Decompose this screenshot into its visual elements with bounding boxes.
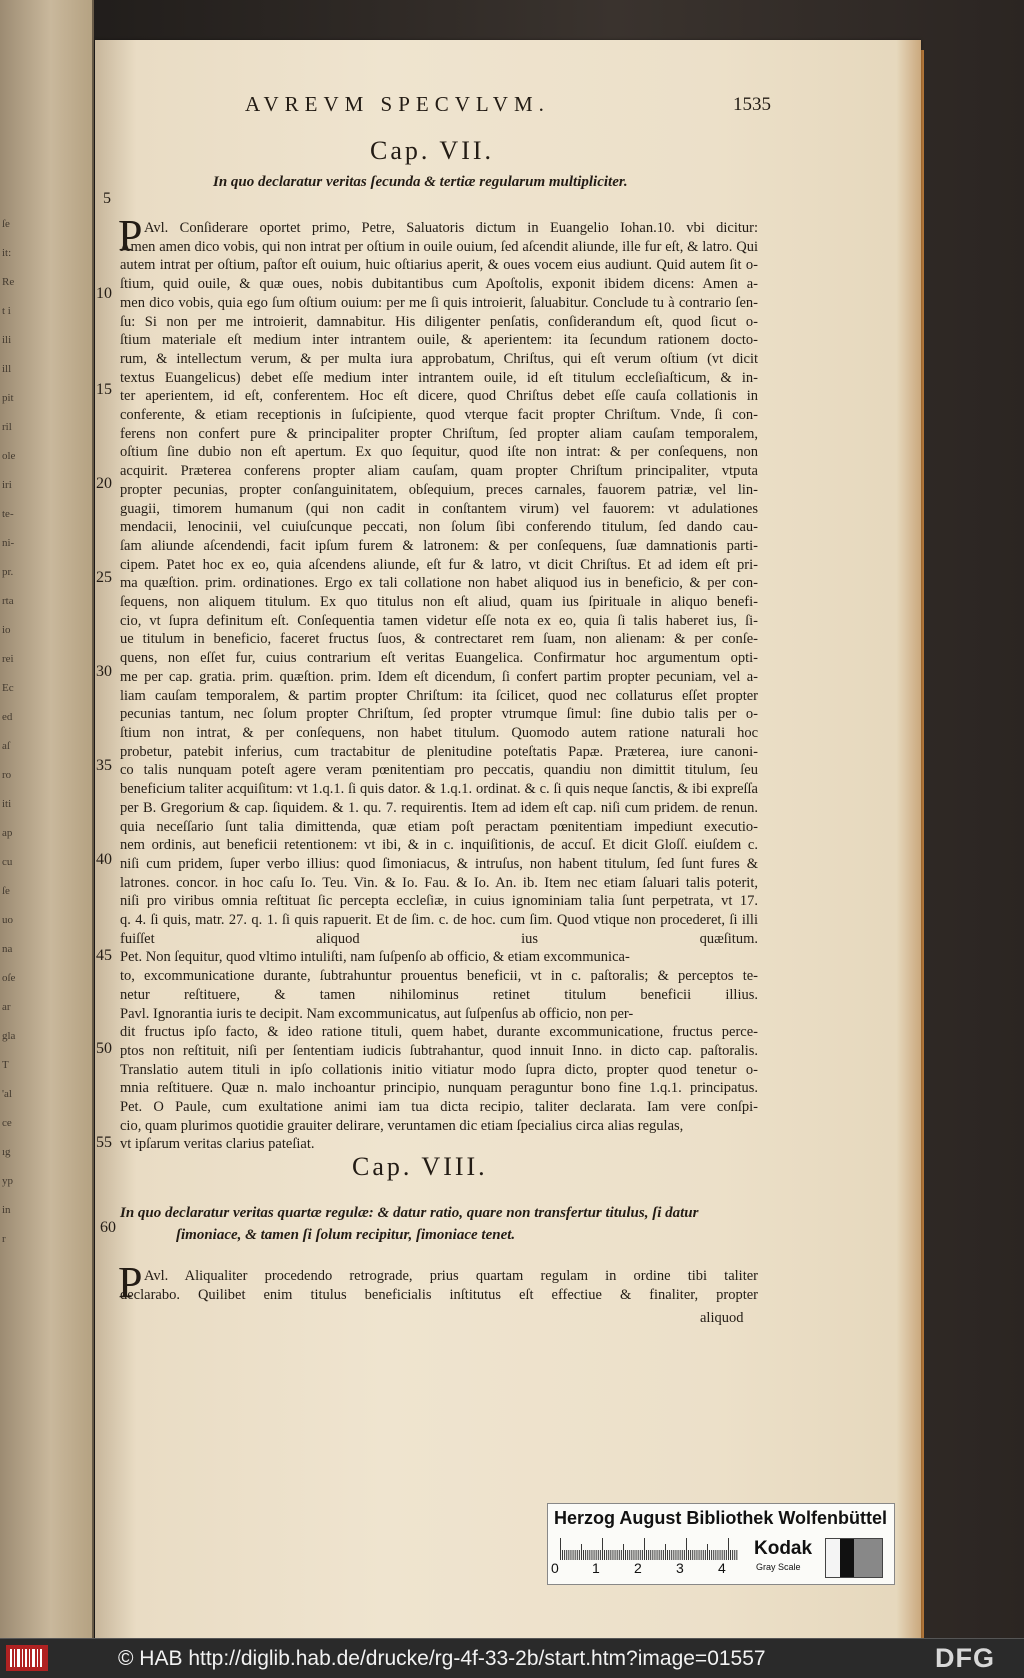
chapter-8-body	[120, 1267, 758, 1304]
previous-page-fragment: rei	[2, 653, 14, 665]
previous-page-edge	[0, 0, 94, 1638]
previous-page-fragment: it:	[2, 247, 12, 259]
library-name: Herzog August Bibliothek Wolfenbüttel	[554, 1508, 887, 1528]
text-line: beneficium taliter acquiſitum: vt 1.q.1. ſi quis dator. & 1.q.1. ordinat. & c. ſi quis neque ſanctis, & ibi expreſſa	[120, 781, 758, 798]
text-line: niſi cum pridem, ſuper verbo illius: quod ſimoniacus, & intruſus, non habent titulum, ſed ſunt fures &	[120, 855, 758, 872]
line-number: 20	[96, 475, 112, 492]
previous-page-fragment: io	[2, 624, 11, 636]
previous-page-fragment: rta	[2, 595, 14, 607]
text-line: guagii, timorem humanum (qui non cadit in conſtantem virum) vel fauorem: vt adulationes	[120, 500, 758, 517]
text-line: probetur, patebit inferius, cum tractabitur de plenitudine poteſtatis Papæ. Præterea, iure canoni-	[120, 743, 758, 760]
previous-page-fragment: oſe	[2, 972, 16, 984]
line-number: 55	[96, 1134, 112, 1151]
previous-page-fragment: iri	[2, 479, 12, 491]
kodak-logo: Kodak	[754, 1538, 813, 1559]
chapter-8-subtitle-line-1: In quo declaratur veritas quartæ regulæ: & datur ratio, quare non transfertur titulus, ſi datur	[120, 1205, 699, 1221]
previous-page-fragment: T	[2, 1059, 9, 1071]
text-line: ſequens, non aliquem titulum. Ex quo titulus non eſt aliud, quam ius ſpirituale in aliquo benefi-	[120, 594, 758, 611]
previous-page-fragment: aſ	[2, 740, 10, 752]
gray-scale-label: Gray Scale	[756, 1562, 801, 1572]
drop-cap: P	[118, 1258, 143, 1307]
text-line: ſtium non intrat, & per conſequens, non habet titulum. Quomodo autem ratione naturali hoc	[120, 724, 758, 741]
text-line: Pavl. Ignorantia iuris te decipit. Nam excommunicatus, aut ſuſpenſus ab officio, non per-	[120, 1005, 634, 1022]
previous-page-fragment: pr.	[2, 566, 14, 578]
text-line: Avl. Aliqualiter procedendo retrograde, prius quartam regulam in ordine tibi taliter	[144, 1268, 758, 1284]
text-line: to, excommunicatione durante, ſubtrahuntur prouentus beneficii, vt in c. paſtoralis; & perceptos te-	[120, 968, 758, 985]
line-number: 5	[103, 190, 111, 207]
text-line: declarabo. Quilibet enim titulus beneficialis inſtitutus eſt effectiue & finaliter, propter	[120, 1286, 758, 1303]
scale-number: 4	[718, 1560, 726, 1576]
previous-page-fragment: uo	[2, 914, 13, 926]
text-line: mnia reſtituere. Quæ n. malo inchoantur principio, nunquam peraguntur bono fine 1.q.1. principatus.	[120, 1080, 758, 1097]
text-line: Avl. Conſiderare oportet primo, Petre, Saluatoris dictum in Euangelio Iohan.10. vbi dicitur:	[144, 220, 758, 236]
text-line: ſu: Si non per me introierit, damnabitur. His diligenter penſatis, conſiderandum eſt, quod ſicut o-	[120, 313, 758, 330]
dfg-logo: DFG	[935, 1643, 995, 1673]
previous-page-fragment: iti	[2, 798, 12, 810]
text-line: cio, quam plurimos quotidie grauiter delirare, veruntamen dic etiam ſpecialius circa alias regulas,	[120, 1117, 684, 1134]
scale-number: 0	[551, 1560, 559, 1576]
text-line: cipem. Patet hoc ex eo, quia aſcendens aliunde, eſt fur & latro, vt dicit Chriſtus. Et ad idem eſt pri-	[120, 556, 758, 573]
scale-number: 2	[634, 1560, 642, 1576]
text-line: fuiſſet aliquod ius quæſitum.	[120, 930, 758, 947]
text-line: quens, non eſſet fur, cuius contrarium eſt veritas Euangelica. Confirmatur hoc argumentum opti-	[120, 650, 758, 667]
text-line: Pet. O Paule, cum exultatione animi iam tua dicta recipio, taliter declarata. Iam vere conſpi-	[120, 1099, 758, 1116]
page-number: 1535	[733, 94, 771, 115]
text-line: oſtium ſine dubio non eſt apertum. Ex quo ſequitur, quod iſte non intrat: & per conſequens, non	[120, 444, 758, 461]
line-number: 50	[96, 1040, 112, 1057]
text-line: ſtium, quid ouile, & quæ oues, nobis dubitantibus cum Apoſtolis, exponit ibidem dicens: Amen a-	[120, 276, 758, 293]
previous-page-fragment: Re	[2, 276, 15, 288]
previous-page-fragment: te-	[2, 508, 14, 520]
text-line: conferente, & etiam receptionis in ſuſcipiente, quod vterque facit propter Chriſtum. Vnde, ſi con-	[120, 407, 758, 424]
barcode-icon	[6, 1645, 48, 1671]
previous-page-fragment: ſe	[2, 218, 10, 230]
previous-page-fragment: yp	[2, 1175, 13, 1187]
text-line: niſi pro viribus omnia reſtituat ſic percepta eccleſiæ, in cuius ignominiam talia ſunt perpetrata, vt 17.	[120, 893, 758, 910]
text-line: pecunias tantum, nec ſolum propter Chriſtum, ſed propter vtrumque ſimul: ſine dubio talis per o-	[120, 706, 758, 723]
text-line: Amen amen dico vobis, qui non intrat per oſtium in ouile ouium, ſed aſcendit aliunde, ille fur eſt, & latro. Qui	[120, 238, 758, 255]
previous-page-fragment: ill	[2, 363, 12, 375]
text-line: quia neceſſario ſunt talia dimittenda, quæ etiam poſt peractam pœnitentiam impediunt executio-	[120, 818, 758, 835]
ruler-scale	[556, 1538, 742, 1560]
text-line: ſtium materiale eſt medium inter intrantem ouile, & aperientem: ita ſecundum rationem docto-	[120, 332, 758, 349]
text-line: me per cap. gratia. prim. quæſtion. prim. Idem eſt dicendum, ſi confert partim propter pecuniam, vel a-	[120, 668, 758, 685]
text-line: textus Euangelicus) debet eſſe medium inter intrantem ouile, id eſt titulum eccleſiaſticum, & in-	[120, 369, 758, 386]
previous-page-fragment: na	[2, 943, 13, 955]
previous-page-fragment: in	[2, 1204, 11, 1216]
text-line: cio, vt ſupra definitum eſt. Conſequentia tamen videtur eſſe nota ex eo, quia ſi talis haberet ius, ſi-	[120, 612, 758, 629]
text-line: nem ordinis, aut beneficii retentionem: vt ibi, & in c. inquiſitionis, de accuſ. Et dicit Gloſſ. eiuſdem c.	[120, 837, 758, 854]
text-line: vt ipſarum veritas clarius pateſiat.	[120, 1136, 315, 1153]
text-line: co talis nunquam poteſt agere veram pœnitentiam pro peccatis, quandiu non dimittit titulum, ſeu	[120, 762, 758, 779]
text-line: netur reſtituere, & tamen nihilominus retinet titulum beneficii illius.	[120, 986, 758, 1003]
text-line: acquirit. Præterea conferens propter aliam cauſam, quam propter Chriſtum principaliter, vtputa	[120, 463, 758, 480]
text-line: dit fructus ipſo facto, & ideo ratione tituli, quem habet, durante excommunicatione, fructus perce-	[120, 1024, 758, 1041]
line-number: 25	[96, 569, 112, 586]
text-line: men dico vobis, quia ego ſum oſtium ouium: per me ſi quis introierit, ſaluabitur. Conclude tu à contrario ſen-	[120, 294, 758, 311]
previous-page-fragment: ril	[2, 421, 12, 433]
chapter-8-title: Cap. VIII.	[352, 1152, 488, 1181]
previous-page-fragment: pit	[2, 392, 14, 404]
line-number: 15	[96, 381, 112, 398]
previous-page-fragment: ap	[2, 827, 13, 839]
chapter-7-body	[120, 219, 758, 1154]
previous-page-fragment: ili	[2, 334, 12, 346]
previous-page-fragment: ole	[2, 450, 16, 462]
previous-page-fragment: cu	[2, 856, 13, 868]
chapter-8-subtitle-line-2: ſimoniace, & tamen ſi ſolum recipitur, ſimoniace tenet.	[176, 1227, 516, 1243]
scale-number: 1	[592, 1560, 600, 1576]
text-line: q. 4. ſi quis, matr. 27. q. 1. ſi quis rapuerit. Et de ſim. c. de hoc. cum ſim. Quod vtique non procederet, ſi illi	[120, 912, 758, 929]
running-head: AVREVM SPECVLVM.	[245, 92, 550, 116]
text-line: propter pecunias, propter conſanguinitatem, obſequium, preces carnales, fauorem patriæ, vel lin-	[120, 481, 758, 498]
catchword: aliquod	[700, 1310, 744, 1326]
color-calibration-card	[547, 1503, 895, 1585]
line-number: 45	[96, 947, 112, 964]
previous-page-fragment: r	[2, 1233, 6, 1245]
previous-page-fragment: gla	[2, 1030, 16, 1042]
text-line: liam cauſam temporalem, & partim propter Chriſtum: ita ſcilicet, quod nec collaturus eſſet propter	[120, 687, 758, 704]
text-line: ſam aliunde aſcendendi, facit ipſum furem & latronem: & per conſequens, ſuæ damnationis parti-	[120, 537, 758, 554]
line-number: 30	[96, 663, 112, 680]
line-number: 35	[96, 757, 112, 774]
chapter-7-title: Cap. VII.	[370, 136, 495, 165]
line-number: 60	[100, 1219, 116, 1236]
text-line: ptos non reſtituit, niſi per ſententiam iudicis ſubtrahantur, quod innuit Inno. in dicto cap. paſtoralis.	[120, 1042, 758, 1059]
text-line: ue titulum in beneficio, faceret fructus ſuos, & contrectaret rem ſuam, non alienam: & per conſe-	[120, 631, 758, 648]
drop-cap: P	[118, 211, 143, 260]
text-line: Translatio autem tituli in ipſo collationis initio vitiatur modo ſupra dicto, propter quod tenetur o-	[120, 1061, 758, 1078]
text-line: ma quæſtion. prim. ordinationes. Ergo ex tali collatione non habet aliquod ius in beneficio, & per con-	[120, 575, 758, 592]
text-line: rum, & intellectum verum, & per multa iura approbatum, Chriſtus, qui eſt verum oſtium (vt dicit	[120, 350, 758, 367]
text-line: mendacii, lenocinii, vel cuiuſcunque peccati, non ſolum ſibi conferendo titulum, ſed dando cau-	[120, 519, 758, 536]
previous-page-fragment: ce	[2, 1117, 12, 1129]
copyright-url[interactable]: © HAB http://diglib.hab.de/drucke/rg-4f-33-2b/start.htm?image=01557	[118, 1647, 766, 1670]
previous-page-fragment: Ec	[2, 682, 14, 694]
text-line: autem intrat per oſtium, paſtor eſt ouium, huic oſtiarius aperit, & oues vocem eius audiunt. Quid autem ſit o-	[120, 257, 758, 274]
previous-page-fragment: ni-	[2, 537, 15, 549]
previous-page-fragment: t i	[2, 305, 11, 317]
gray-scale-swatch	[825, 1538, 883, 1578]
previous-page-fragment: ar	[2, 1001, 11, 1013]
previous-page-fragment: ſe	[2, 885, 10, 897]
text-line: ferens non confert pure & principaliter propter Chriſtum, ſed propter aliam cauſam temporalem,	[120, 425, 758, 442]
line-number: 10	[96, 285, 112, 302]
chapter-7-subtitle: In quo declaratur veritas ſecunda & tertiæ regularum multipliciter.	[213, 174, 628, 190]
text-line: per B. Gregorium & cap. ſiquidem. & 1. qu. 7. requirentis. Item ad idem eſt cap. niſi cum pridem. de renun.	[120, 799, 758, 816]
scale-number: 3	[676, 1560, 684, 1576]
text-line: latrones. concor. in hoc caſu Io. Teu. Vin. & Io. Fau. & Io. An. ib. Item nec etiam ſaluari talis poterit,	[120, 874, 758, 891]
line-number: 40	[96, 851, 112, 868]
viewer-footer	[0, 1638, 1024, 1678]
previous-page-fragment: 'al	[2, 1088, 12, 1100]
previous-page-fragment: ıg	[2, 1146, 11, 1158]
text-line: ter aperientem, id eſt, conferentem. Hoc eſt dicere, quod Chriſtus debet eſſe cauſa collationis in	[120, 388, 758, 405]
text-line: Pet. Non ſequitur, quod vltimo intuliſti, nam ſuſpenſo ab officio, & etiam excommunica-	[120, 949, 630, 966]
previous-page-fragment: ro	[2, 769, 12, 781]
previous-page-fragment: ed	[2, 711, 13, 723]
